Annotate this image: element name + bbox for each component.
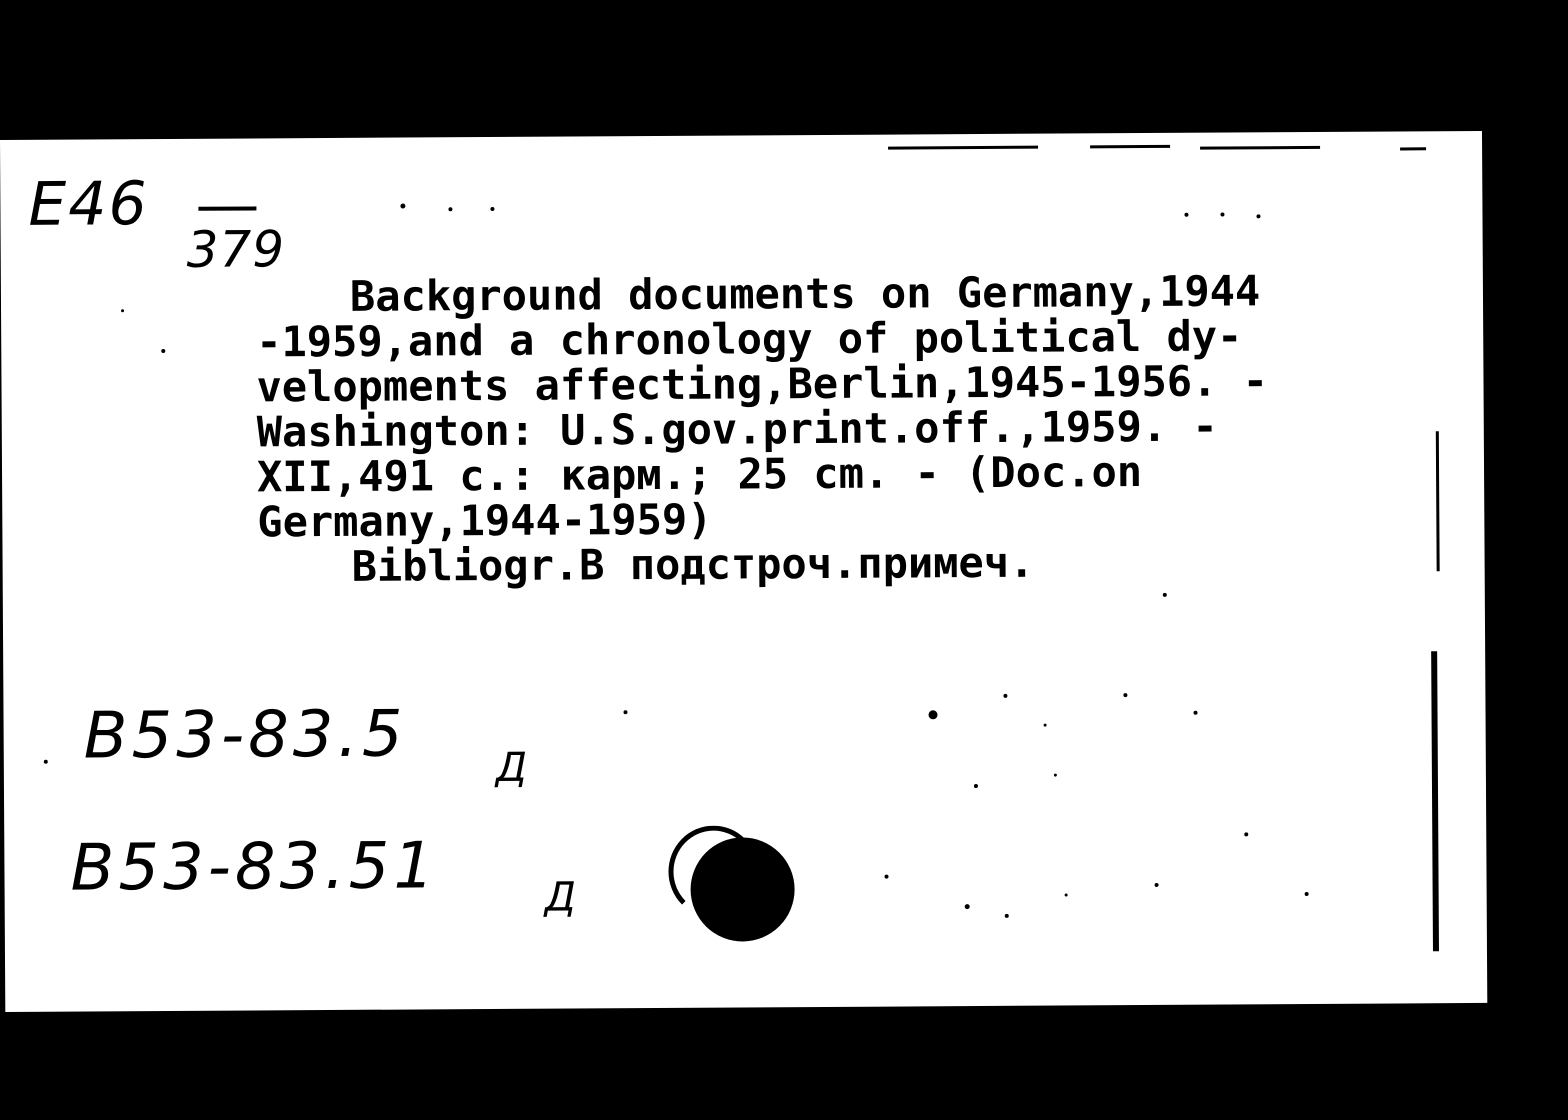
entry-line: Germany,1944-1959) (257, 494, 713, 547)
dust-speck (623, 710, 627, 714)
top-dash (1090, 145, 1170, 148)
shelf-mark-1: B53-83.5 (83, 697, 407, 774)
dust-speck (1065, 893, 1068, 896)
entry-line: XII,491 c.: карм.; 25 cm. - (Doc.on (256, 447, 1143, 502)
dust-speck (1003, 694, 1007, 698)
shelf-mark-2: B53-83.51 (70, 829, 439, 906)
call-number-dash (198, 206, 256, 210)
dust-speck (1184, 213, 1188, 217)
dust-speck (1123, 693, 1127, 697)
call-number-prefix: E46 (28, 169, 149, 240)
catalog-card (0, 131, 1487, 1012)
top-dash (1400, 147, 1426, 150)
bibliography-note: Bibliogr.В подстроч.примеч. (351, 537, 1035, 591)
dust-speck (1194, 711, 1198, 715)
dust-speck (161, 349, 165, 353)
punch-hole-ring (668, 825, 759, 918)
dust-speck (400, 204, 405, 209)
dust-speck (1044, 724, 1047, 727)
dust-speck (1155, 883, 1159, 887)
dust-speck (121, 309, 124, 312)
dust-speck (1005, 914, 1009, 918)
dust-speck (1220, 213, 1224, 217)
dust-speck (1256, 214, 1260, 218)
dust-speck (448, 207, 452, 211)
dust-speck (885, 875, 889, 879)
dust-speck (1054, 774, 1057, 777)
top-dash (1200, 146, 1320, 150)
card-edge-line (1431, 651, 1439, 951)
bibliographic-entry (256, 267, 1458, 589)
dust-speck (974, 784, 978, 788)
dust-speck (929, 710, 938, 719)
dust-speck (965, 904, 970, 909)
top-dash (888, 146, 1038, 150)
dust-speck (1305, 892, 1309, 896)
entry-line: -1959,and a chronology of political dy- (256, 311, 1243, 367)
shelf-mark-2-suffix: Д (544, 874, 581, 921)
shelf-mark-1-suffix: Д (495, 744, 532, 791)
entry-line: Washington: U.S.gov.print.off.,1959. - (256, 401, 1218, 457)
dust-speck (44, 760, 48, 764)
dust-speck (1244, 832, 1248, 836)
entry-line: velopments affecting,Berlin,1945-1956. - (256, 356, 1269, 412)
entry-line: Background documents on Germany,1944 (349, 266, 1261, 321)
call-number-number: 379 (186, 220, 286, 279)
dust-speck (490, 207, 494, 211)
dust-speck (1163, 593, 1167, 597)
